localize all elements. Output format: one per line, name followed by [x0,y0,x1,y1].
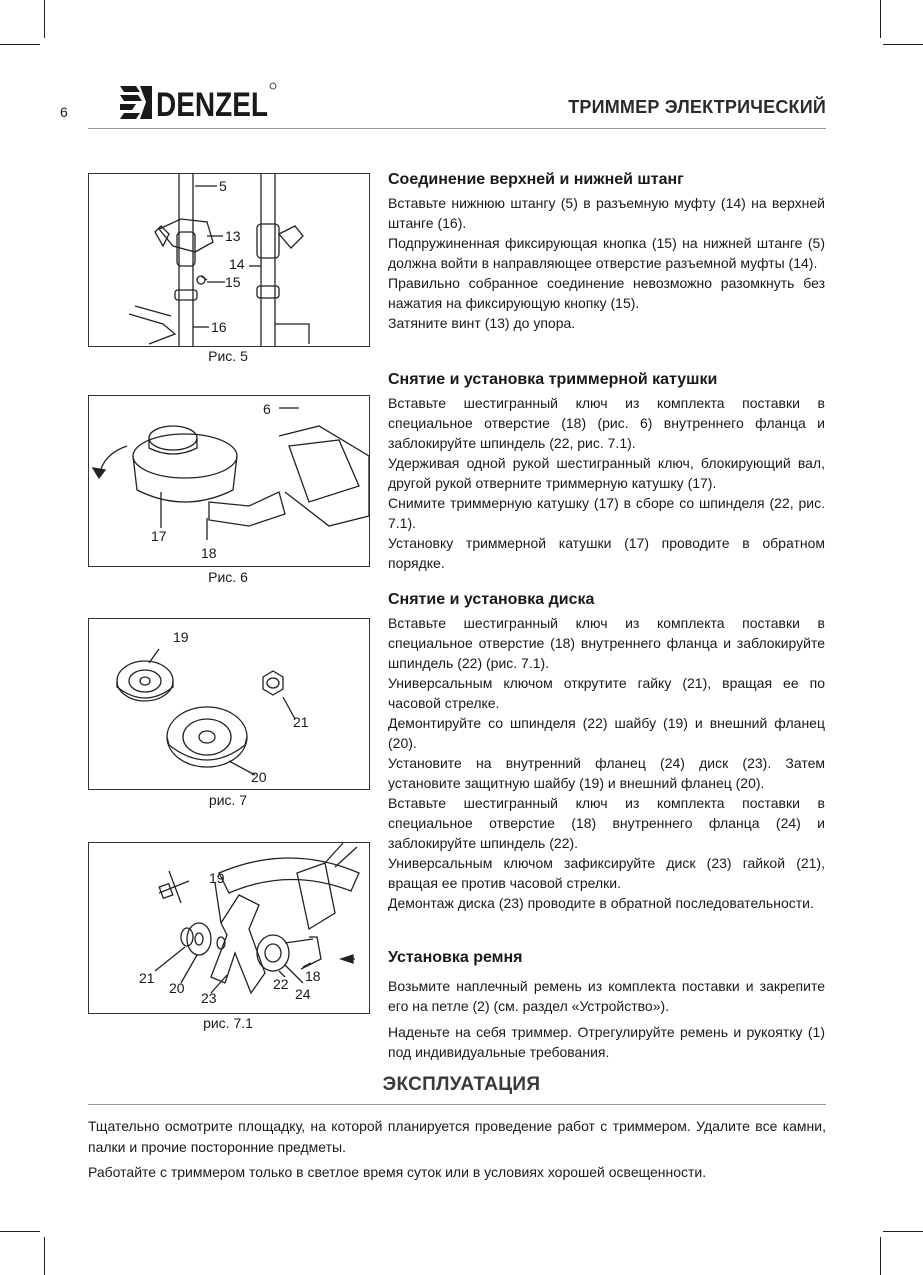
paragraph: Вставьте шестигранный ключ из комплекта поставки в специальное отверстие (18) внутреннего фланца (24) и заблокируйте шпиндель (22). [388,795,825,851]
fig71-label-22: 22 [273,976,289,992]
fig5-label-13: 13 [225,228,241,244]
crop-mark [880,1237,881,1275]
paragraph: Демонтируйте со шпинделя (22) шайбу (19) и внешний фланец (20). [388,715,825,751]
paragraph: Вставьте шестигранный ключ из комплекта поставки в специальное отверстие (18) (рис. 6) внутреннего фланца и заблокируйте шпиндель (22, рис. 7.1). [388,395,825,451]
section-title: Снятие и установка диска [388,591,595,608]
figure-6-caption: Рис. 6 [208,569,248,585]
paragraph: Подпружиненная фиксирующая кнопка (15) на нижней штанге (5) должна войти в направляющее отверстие разъемной муфты (14). [388,235,825,271]
fig71-label-21: 21 [139,970,155,986]
fig5-label-15: 15 [225,274,241,290]
paragraph: Удерживая одной рукой шестигранный ключ, блокирующий вал, другой рукой отверните триммерную катушку (17). [388,455,825,491]
paragraph: Вставьте нижнюю штангу (5) в разъемную муфту (14) на верхней штанге (16). [388,195,825,231]
fig5-label-14: 14 [229,256,245,272]
paragraph: Затяните винт (13) до упора. [388,315,576,331]
fig7-label-21: 21 [293,714,309,730]
crop-mark [883,1231,923,1232]
exploitation-paragraph: Тщательно осмотрите площадку, на которой планируется проведение работ с триммером. Удалите все камни, палки и прочие посторонние предметы. [88,1118,826,1155]
paragraph: Снимите триммерную катушку (17) в сборе со шпинделя (22, рис. 7.1). [388,495,825,531]
crop-mark [0,1231,40,1232]
figure-6 [88,395,370,567]
paragraph: Наденьте на себя триммер. Отрегулируйте ремень и рукоятку (1) под индивидуальные требования. [388,1024,825,1060]
header-rule [88,128,826,129]
section-spool [388,370,825,573]
figure-7-caption: рис. 7 [208,792,248,808]
fig71-label-24: 24 [295,986,311,1002]
fig5-label-16: 16 [211,319,227,335]
section-title: Установка ремня [388,949,523,966]
page-number: 6 [60,104,68,120]
paragraph: Установку триммерной катушки (17) проводите в обратном порядке. [388,535,825,571]
crop-mark [44,0,45,38]
fig5-label-5: 5 [219,178,227,194]
paragraph: Вставьте шестигранный ключ из комплекта поставки в специальное отверстие (18) внутреннего фланца и заблокируйте шпиндель (22) (рис. 7.1). [388,615,825,671]
section-pole-connection [388,170,825,333]
crop-mark [0,44,40,45]
denzel-logo [118,78,278,124]
crop-mark [883,44,923,45]
section-strap [388,948,825,1062]
crop-mark [880,0,881,38]
fig71-label-20: 20 [169,980,185,996]
fig71-label-18: 18 [305,968,321,984]
exploitation-paragraph: Работайте с триммером только в светлое время суток или в условиях хорошей освещенности. [88,1164,707,1180]
crop-mark [44,1237,45,1275]
fig6-label-6: 6 [263,401,271,417]
fig71-label-23: 23 [201,990,217,1006]
section-disc [388,590,825,913]
exploitation-title: ЭКСПЛУАТАЦИЯ [382,1074,541,1095]
paragraph: Демонтаж диска (23) проводите в обратной последовательности. [388,895,814,911]
figure-5-caption: Рис. 5 [208,348,248,364]
fig6-label-18: 18 [201,545,217,561]
paragraph: Правильно собранное соединение невозможно разомкнуть без нажатия на фиксирующую кнопку (15). [388,275,825,311]
figure-7 [88,618,370,790]
figure-7-1-caption: рис. 7.1 [203,1015,253,1031]
fig6-label-17: 17 [151,528,167,544]
paragraph: Универсальным ключом открутите гайку (21), вращая ее по часовой стрелке. [388,675,825,711]
section-title: Соединение верхней и нижней штанг [388,171,684,188]
figure-7-1 [88,842,370,1014]
figure-5 [88,173,370,347]
document-title: ТРИММЕР ЭЛЕКТРИЧЕСКИЙ [568,97,826,117]
fig7-label-20: 20 [251,769,267,785]
paragraph: Установите на внутренний фланец (24) диск (23). Затем установите защитную шайбу (19) и внешний фланец (20). [388,755,825,791]
paragraph: Возьмите наплечный ремень из комплекта поставки и закрепите его на петле (2) (см. раздел «Устройство»). [388,978,825,1014]
logo-text: DENZEL [156,86,268,124]
paragraph: Универсальным ключом зафиксируйте диск (23) гайкой (21), вращая ее против часовой стрелки. [388,855,825,891]
fig7-label-19: 19 [173,629,189,645]
section-title: Снятие и установка триммерной катушки [388,371,718,388]
exploitation-rule [88,1104,826,1105]
fig71-label-19: 19 [209,870,225,886]
